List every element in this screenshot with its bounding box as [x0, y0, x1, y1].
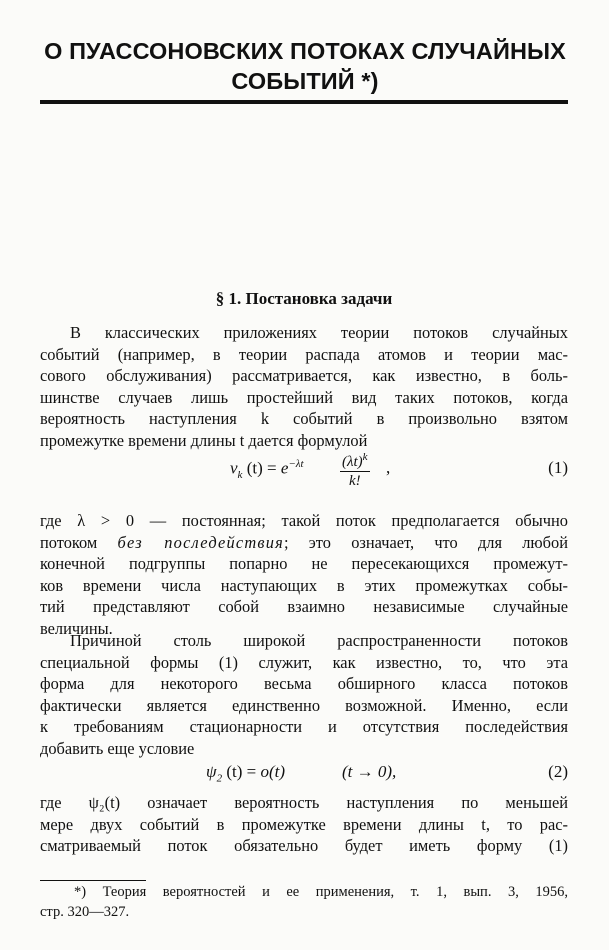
footnote-line-1: *) Теория вероятностей и ее применения, т. 1, вып. 3, 1956, [74, 884, 568, 900]
para3-line: специальной формы (1) служит, как известно, то, что эта [40, 652, 568, 672]
eq1-frac-num: (λt) [342, 454, 363, 470]
paragraph-1 [40, 322, 568, 451]
para1-line: В классических приложениях теории потоков случайных [70, 323, 568, 342]
para2-text: ; это означает, что для любой [283, 532, 568, 552]
para1-line: событий (например, в теории распада атомов и теории мас- [40, 344, 568, 364]
eq2-lhs: ψ [206, 762, 217, 781]
eq2-number: (2) [548, 762, 568, 781]
eq2-lhs-sub: 2 [216, 772, 223, 785]
eq2-formula [206, 762, 285, 784]
paragraph-4 [40, 792, 568, 857]
para4-line: где ψ₂(t) означает вероятность наступления по меньшей [40, 793, 568, 812]
eq1-lhs: v [230, 458, 238, 478]
para2-line: величины. [40, 618, 113, 638]
eq2-equals: = [246, 762, 257, 781]
title-rule [40, 100, 568, 104]
para3-line: добавить еще условие [40, 738, 195, 758]
para1-line: вероятность наступления k событий в произвольно взятом [40, 409, 568, 428]
eq1-lhs-arg: (t) [246, 458, 263, 478]
para2-line: конечной подгруппы попарно не пересекающихся промежут- [40, 554, 568, 573]
eq1-exp-base: e [280, 458, 289, 478]
paragraph-3 [40, 630, 568, 759]
section-heading: § 1. Постановка задачи [215, 289, 393, 308]
para1-line: промежутке времени длины t дается формулой [40, 430, 368, 450]
footnote [40, 882, 568, 922]
eq1-trail: , [386, 458, 391, 477]
para3-line: Причиной столь широкой распространенности потоков [70, 631, 568, 650]
para2-line: тий представляют собой взаимно независимые случайные [40, 597, 568, 616]
eq1-fraction [340, 448, 370, 490]
para3-line: фактически является единственно возможной. Именно, если [40, 695, 568, 715]
eq1-exponent: −λt [288, 458, 304, 470]
para1-line: шинстве случаев лишь простейший вид таких потоков, когда [40, 387, 568, 407]
eq1-frac-num-sup: k [362, 451, 368, 463]
eq1-number: (1) [548, 458, 568, 477]
para2-line: ков времени числа наступающих в этих промежутках собы- [40, 575, 568, 595]
equation-2 [40, 760, 568, 794]
para2-line: где λ > 0 — постоянная; такой поток предполагается обычно [40, 511, 568, 530]
eq1-lhs-sub: k [237, 469, 243, 482]
para1-line: сового обслуживания) рассматривается, как известно, в боль- [40, 366, 568, 385]
footnote-line-2: стр. 320—327. [40, 904, 130, 920]
title-line-2: СОБЫТИЙ *) [231, 68, 379, 94]
equation-1 [40, 451, 568, 489]
eq2-rhs: o(t) [260, 762, 285, 781]
eq1-equals: = [266, 458, 277, 478]
paragraph-2 [40, 510, 568, 639]
eq2-lhs-arg: (t) [226, 762, 243, 781]
para3-line: к требованиям стационарности и отсутствия последействия [40, 717, 568, 736]
para4-line: мере двух событий в промежутке времени длины t, то рас- [40, 814, 568, 834]
para4-line: сматриваемый поток обязательно будет иметь форму (1) [40, 836, 568, 855]
title-line-1: О ПУАССОНОВСКИХ ПОТОКАХ СЛУЧАЙНЫХ [44, 38, 566, 64]
para3-line: форма для некоторого весьма обширного класса потоков [40, 674, 568, 693]
para2-emphasis: без последействия [117, 532, 284, 552]
para2-line-2 [40, 532, 568, 554]
eq1-formula [230, 458, 304, 481]
para2-text: потоком [40, 532, 98, 552]
eq1-frac-den: k! [348, 473, 361, 489]
eq2-condition: (t → 0), [342, 762, 397, 781]
paper-title [40, 36, 570, 96]
